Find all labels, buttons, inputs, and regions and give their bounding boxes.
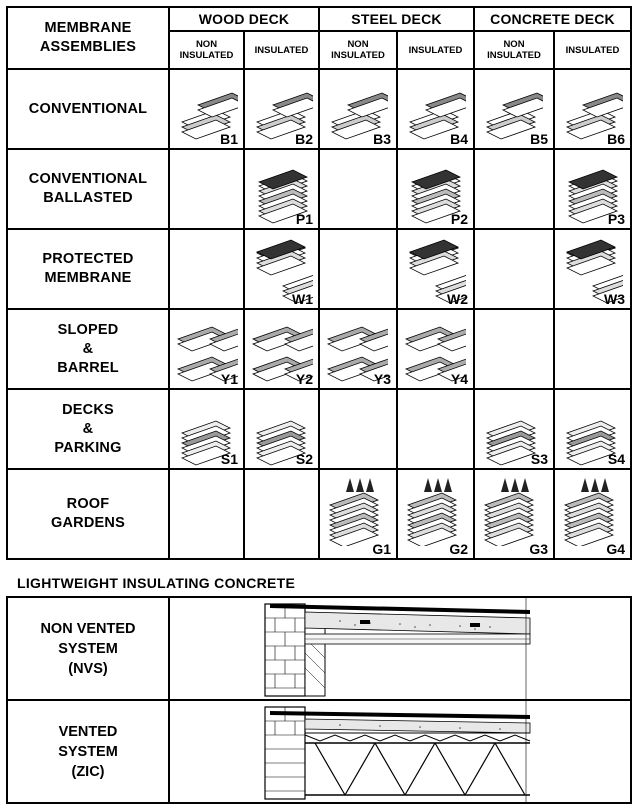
assembly-code: G1 <box>372 541 391 557</box>
assembly-row <box>7 69 631 149</box>
assembly-cell <box>474 469 554 559</box>
assembly-code: Y1 <box>220 371 238 387</box>
assembly-cell <box>474 69 554 149</box>
subhead-non-insulated <box>319 31 397 69</box>
assembly-cell <box>169 389 244 469</box>
row-label-line: & <box>82 340 94 357</box>
row-label-line: & <box>82 420 94 437</box>
assembly-row <box>7 469 631 559</box>
assembly-cell <box>244 149 319 229</box>
subhead-line: INSULATED <box>408 44 463 56</box>
row-label <box>7 309 169 389</box>
lightweight-title: LIGHTWEIGHT INSULATING CONCRETE <box>17 575 296 591</box>
assembly-cell <box>244 229 319 309</box>
subhead-line: INSULATED <box>331 50 385 61</box>
empty-cell <box>319 229 397 309</box>
row-label-line: GARDENS <box>51 515 125 531</box>
subhead-line: INSULATED <box>565 44 620 56</box>
assembly-cell <box>244 389 319 469</box>
assembly-code: Y2 <box>295 371 313 387</box>
subhead-insulated <box>244 31 319 69</box>
assembly-code: B4 <box>450 131 468 147</box>
system-label-line: (ZIC) <box>71 763 105 780</box>
row-label <box>7 389 169 469</box>
assembly-code: G2 <box>449 541 468 557</box>
subhead-line: INSULATED <box>487 50 541 61</box>
assembly-cell <box>319 69 397 149</box>
assembly-code: G3 <box>529 541 548 557</box>
system-label-line: SYSTEM <box>58 743 118 760</box>
empty-cell <box>554 309 631 389</box>
row-label <box>7 69 169 149</box>
subhead-line: NON <box>347 39 369 50</box>
assembly-cell <box>397 69 474 149</box>
row-label <box>7 229 169 309</box>
corner-header-line: MEMBRANE <box>44 20 132 36</box>
empty-cell <box>474 309 554 389</box>
empty-cell <box>169 469 244 559</box>
assembly-cell <box>397 229 474 309</box>
row-label-line: BALLASTED <box>43 190 133 206</box>
system-label-zic <box>7 700 169 803</box>
assembly-illustration <box>402 474 466 546</box>
membrane-assemblies-table <box>6 6 632 560</box>
zic-section-drawing-cell <box>169 700 631 803</box>
subhead-line: NON <box>503 39 525 50</box>
assembly-code: W2 <box>447 291 468 307</box>
assembly-row <box>7 389 631 469</box>
assembly-cell <box>169 69 244 149</box>
assembly-cell <box>397 309 474 389</box>
row-label-line: CONVENTIONAL <box>28 171 148 187</box>
empty-cell <box>319 149 397 229</box>
assembly-cell <box>319 309 397 389</box>
assembly-code: P2 <box>450 211 468 227</box>
group-concrete-deck: CONCRETE DECK <box>474 7 631 31</box>
assembly-cell <box>244 69 319 149</box>
row-label <box>7 149 169 229</box>
system-label-line: VENTED <box>58 723 118 740</box>
system-label-line: SYSTEM <box>58 640 118 657</box>
non-vented-section-drawing <box>170 598 630 699</box>
row-label-line: SLOPED <box>57 321 119 338</box>
assembly-code: Y3 <box>373 371 391 387</box>
assembly-cell <box>554 229 631 309</box>
empty-cell <box>169 149 244 229</box>
assembly-illustration <box>559 474 623 546</box>
assembly-code: S3 <box>530 451 548 467</box>
row-label-line: PROTECTED <box>42 251 134 267</box>
empty-cell <box>244 469 319 559</box>
assembly-cell <box>554 389 631 469</box>
row-label-line: BARREL <box>57 359 119 376</box>
subhead-line: INSULATED <box>254 44 309 56</box>
assembly-code: G4 <box>606 541 625 557</box>
assembly-illustration <box>479 474 543 546</box>
lightweight-concrete-table <box>6 596 632 804</box>
assembly-code: S2 <box>295 451 313 467</box>
row-label-line: DECKS <box>62 401 114 418</box>
system-label-nvs <box>7 597 169 700</box>
assembly-code: B5 <box>530 131 548 147</box>
assembly-code: P1 <box>295 211 313 227</box>
assembly-cell <box>554 69 631 149</box>
subhead-line: NON <box>195 39 218 50</box>
row-label <box>7 469 169 559</box>
group-wood-deck: WOOD DECK <box>169 7 319 31</box>
assembly-code: B6 <box>607 131 625 147</box>
subhead-line: INSULATED <box>179 50 234 61</box>
subhead-non-insulated <box>169 31 244 69</box>
empty-cell <box>319 389 397 469</box>
empty-cell <box>169 229 244 309</box>
row-label-line: ROOF <box>66 496 110 512</box>
corner-header-line: ASSEMBLIES <box>39 39 137 55</box>
assembly-cell <box>244 309 319 389</box>
subhead-insulated <box>554 31 631 69</box>
empty-cell <box>397 389 474 469</box>
assembly-code: B1 <box>220 131 238 147</box>
assembly-cell <box>397 149 474 229</box>
assembly-row <box>7 229 631 309</box>
empty-cell <box>474 229 554 309</box>
corner-header <box>7 7 169 69</box>
assembly-code: B2 <box>295 131 313 147</box>
group-steel-deck: STEEL DECK <box>319 7 474 31</box>
row-label-line: PARKING <box>54 439 122 456</box>
system-label-line: (NVS) <box>68 660 108 677</box>
subhead-insulated <box>397 31 474 69</box>
assembly-cell <box>397 469 474 559</box>
vented-section-drawing <box>170 701 630 802</box>
assembly-code: W3 <box>604 291 625 307</box>
assembly-row <box>7 309 631 389</box>
assembly-code: S1 <box>220 451 238 467</box>
assembly-code: W1 <box>292 291 313 307</box>
nvs-section-drawing-cell <box>169 597 631 700</box>
assembly-cell <box>474 389 554 469</box>
row-label-line: CONVENTIONAL <box>28 100 148 117</box>
assembly-cell <box>169 309 244 389</box>
empty-cell <box>474 149 554 229</box>
assembly-code: B3 <box>373 131 391 147</box>
assembly-code: P3 <box>607 211 625 227</box>
assembly-cell <box>554 149 631 229</box>
assembly-code: Y4 <box>450 371 468 387</box>
system-label-line: NON VENTED <box>40 620 136 637</box>
assembly-cell <box>319 469 397 559</box>
subhead-non-insulated <box>474 31 554 69</box>
row-label-line: MEMBRANE <box>44 270 132 286</box>
assembly-illustration <box>324 474 388 546</box>
assembly-code: S4 <box>607 451 625 467</box>
assembly-cell <box>554 469 631 559</box>
assembly-row <box>7 149 631 229</box>
